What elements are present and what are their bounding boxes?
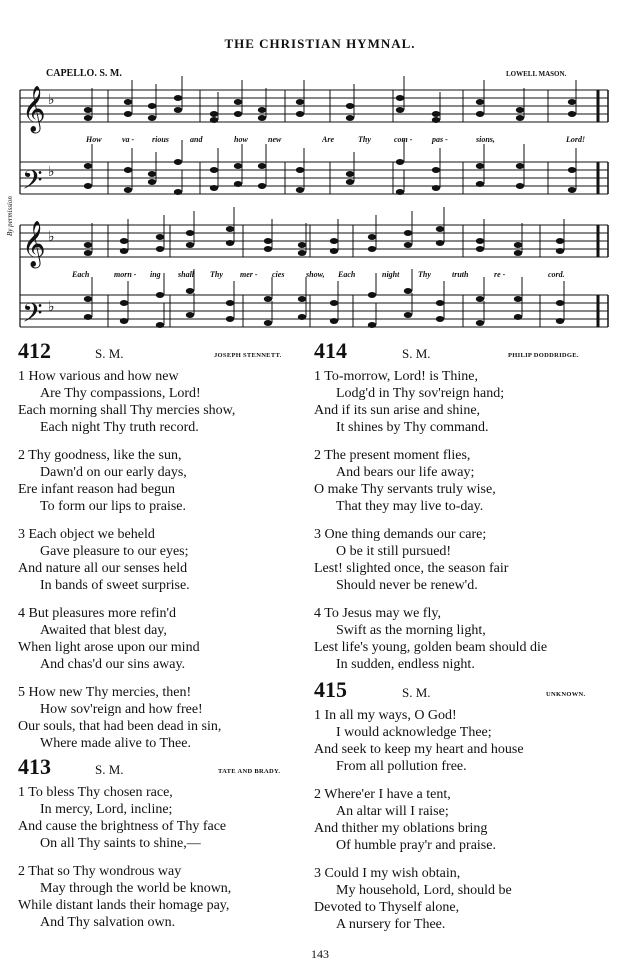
note-head xyxy=(258,107,266,113)
note-head xyxy=(346,103,354,109)
note-head xyxy=(186,312,194,318)
note-head xyxy=(514,314,522,320)
note-head xyxy=(436,316,444,322)
note-head xyxy=(516,163,524,169)
stanza-line: A nursery for Thee. xyxy=(336,917,446,932)
stanza-line: In bands of sweet surprise. xyxy=(40,578,190,593)
note-head xyxy=(432,167,440,173)
stanza-line: O be it still pursued! xyxy=(336,544,452,559)
note-head xyxy=(174,107,182,113)
tune-composer: LOWELL MASON. xyxy=(506,70,567,78)
lyric-syllable: ing xyxy=(150,270,161,279)
hymn-author: JOSEPH STENNETT. xyxy=(214,352,282,359)
note-head xyxy=(226,240,234,246)
note-head xyxy=(514,242,522,248)
stanza xyxy=(18,368,235,436)
music-score xyxy=(0,0,640,340)
note-head xyxy=(568,99,576,105)
note-head xyxy=(368,246,376,252)
stanza-line: 2 That so Thy wondrous way xyxy=(18,864,182,879)
note-head xyxy=(264,246,272,252)
note-head xyxy=(84,115,92,121)
lyric-syllable: re - xyxy=(494,270,506,279)
stanza-line: My household, Lord, should be xyxy=(336,883,512,898)
stanza-line: And bears our life away; xyxy=(336,465,475,480)
stanza-line: Each morning shall Thy mercies show, xyxy=(18,403,236,418)
note-head xyxy=(210,111,218,117)
clef-icon: 𝄞 xyxy=(22,86,46,132)
note-head xyxy=(186,230,194,236)
note-head xyxy=(568,167,576,173)
note-head xyxy=(330,318,338,324)
stanza-line: 4 To Jesus may we fly, xyxy=(314,606,441,621)
lyric-syllable: cord. xyxy=(548,270,565,279)
note-head xyxy=(84,107,92,113)
note-head xyxy=(84,296,92,302)
stanza-line: 3 Could I my wish obtain, xyxy=(314,866,461,881)
lyric-syllable: Each xyxy=(72,270,90,279)
note-head xyxy=(124,111,132,117)
lyric-syllable: Each xyxy=(338,270,356,279)
note-head xyxy=(234,99,242,105)
stanza-line: 3 One thing demands our care; xyxy=(314,527,487,542)
stanza-line: Each night Thy truth record. xyxy=(40,420,199,435)
stanza-line: Lest life's young, golden beam should die xyxy=(314,640,548,655)
note-head xyxy=(476,99,484,105)
clef-icon: 𝄢 xyxy=(22,297,43,335)
note-head xyxy=(556,300,564,306)
note-head xyxy=(258,183,266,189)
note-head xyxy=(396,95,404,101)
note-head xyxy=(556,248,564,254)
stanza xyxy=(18,684,221,752)
note-head xyxy=(436,226,444,232)
note-head xyxy=(368,234,376,240)
stanza-line: 5 How new Thy mercies, then! xyxy=(18,685,192,700)
note-head xyxy=(296,111,304,117)
note-head xyxy=(298,296,306,302)
clef-icon: 𝄢 xyxy=(22,164,43,202)
stanza-line: Where made alive to Thee. xyxy=(40,736,191,751)
stanza-line: Lest! slighted once, the season fair xyxy=(314,561,509,576)
stanza-line: When light arose upon our mind xyxy=(18,640,200,655)
lyric-syllable: morn - xyxy=(114,270,137,279)
stanza-line: And if its sun arise and shine, xyxy=(314,403,481,418)
note-head xyxy=(330,238,338,244)
hymn-number: 415 xyxy=(314,677,347,702)
hymn-author: PHILIP DODDRIDGE. xyxy=(508,352,579,359)
note-head xyxy=(432,117,440,123)
note-head xyxy=(148,179,156,185)
note-head xyxy=(436,300,444,306)
note-head xyxy=(476,181,484,187)
stanza-line: May through the world be known, xyxy=(40,881,232,896)
hymn-number: 413 xyxy=(18,754,51,779)
lyric-syllable: rious xyxy=(152,135,169,144)
lyric-syllable: Are xyxy=(322,135,334,144)
hymn-meter: S. M. xyxy=(402,685,431,700)
note-head xyxy=(432,185,440,191)
stanza-line: In mercy, Lord, incline; xyxy=(40,802,173,817)
stanza-line: An altar will I raise; xyxy=(336,804,449,819)
note-head xyxy=(258,163,266,169)
stanza-line: Are Thy compassions, Lord! xyxy=(40,386,201,401)
lyric-syllable: and xyxy=(190,135,203,144)
note-head xyxy=(568,111,576,117)
stanza xyxy=(314,605,547,673)
lyric-syllable: Lord! xyxy=(566,135,586,144)
lyric-syllable: shall xyxy=(178,270,195,279)
stanza-line: 3 Each object we beheld xyxy=(18,527,155,542)
note-head xyxy=(210,117,218,123)
note-head xyxy=(298,242,306,248)
note-head xyxy=(476,246,484,252)
note-head xyxy=(124,99,132,105)
stanza-line: Swift as the morning light, xyxy=(336,623,486,638)
note-head xyxy=(174,159,182,165)
note-head xyxy=(476,238,484,244)
note-head xyxy=(258,115,266,121)
stanza-line: 4 But pleasures more refin'd xyxy=(18,606,177,621)
clef-icon: ♭ xyxy=(48,299,55,315)
stanza-line: In sudden, endless night. xyxy=(336,657,475,672)
note-head xyxy=(120,238,128,244)
note-head xyxy=(156,292,164,298)
hymn-meter: S. M. xyxy=(402,346,431,361)
stanza xyxy=(314,707,524,775)
stanza-line: 1 To bless Thy chosen race, xyxy=(18,785,173,800)
note-head xyxy=(516,115,524,121)
note-head xyxy=(516,183,524,189)
note-head xyxy=(156,234,164,240)
note-head xyxy=(234,181,242,187)
stanza xyxy=(314,368,504,436)
stanza xyxy=(18,526,190,594)
stanza-line: 1 How various and how new xyxy=(18,369,179,384)
note-head xyxy=(226,300,234,306)
clef-icon: ♭ xyxy=(48,229,55,245)
hymn-number: 412 xyxy=(18,338,51,363)
note-head xyxy=(84,250,92,256)
stanza-line: Our souls, that had been dead in sin, xyxy=(18,719,222,734)
hymn-meter: S. M. xyxy=(95,346,124,361)
lyric-syllable: com - xyxy=(394,135,413,144)
stanza-line: On all Thy saints to shine,— xyxy=(40,836,201,851)
hymn-number: 414 xyxy=(314,338,347,363)
stanza-line: And chas'd our sins away. xyxy=(40,657,186,672)
note-head xyxy=(404,312,412,318)
note-head xyxy=(298,314,306,320)
lyric-syllable: new xyxy=(268,135,282,144)
stanza-line: While distant lands their homage pay, xyxy=(18,898,230,913)
note-head xyxy=(346,179,354,185)
stanza-line: That they may live to-day. xyxy=(336,499,484,514)
note-head xyxy=(432,111,440,117)
stanza-line: And nature all our senses held xyxy=(18,561,188,576)
stanza xyxy=(314,447,496,515)
note-head xyxy=(296,99,304,105)
note-head xyxy=(476,163,484,169)
hymn-author: TATE AND BRADY. xyxy=(218,768,281,775)
lyric-syllable: night xyxy=(382,270,400,279)
permission-note: By permission xyxy=(6,196,14,236)
note-head xyxy=(396,107,404,113)
hymn-meter: S. M. xyxy=(95,762,124,777)
note-head xyxy=(568,187,576,193)
note-head xyxy=(368,322,376,328)
lyric-syllable: va - xyxy=(122,135,135,144)
note-head xyxy=(264,238,272,244)
stanza-line: O make Thy servants truly wise, xyxy=(314,482,496,497)
note-head xyxy=(556,238,564,244)
lyric-syllable: sions, xyxy=(476,135,495,144)
note-head xyxy=(404,242,412,248)
lyric-syllable: how xyxy=(234,135,248,144)
note-head xyxy=(226,316,234,322)
note-head xyxy=(404,230,412,236)
note-head xyxy=(148,103,156,109)
note-head xyxy=(514,250,522,256)
note-head xyxy=(298,250,306,256)
stanza-line: Gave pleasure to our eyes; xyxy=(40,544,189,559)
stanza-line: Of humble pray'r and praise. xyxy=(336,838,496,853)
stanza-line: Devoted to Thyself alone, xyxy=(314,900,460,915)
clef-icon: ♭ xyxy=(48,164,55,180)
stanza-line: How sov'reign and how free! xyxy=(40,702,203,717)
tune-name: CAPELLO. S. M. xyxy=(46,68,122,79)
note-head xyxy=(156,322,164,328)
clef-icon: ♭ xyxy=(48,92,55,108)
running-header: THE CHRISTIAN HYMNAL. xyxy=(224,36,416,51)
note-head xyxy=(84,314,92,320)
lyric-syllable: Thy xyxy=(418,270,431,279)
lyric-syllable: mer - xyxy=(240,270,258,279)
note-head xyxy=(210,185,218,191)
note-head xyxy=(264,296,272,302)
note-head xyxy=(84,242,92,248)
stanza xyxy=(18,605,200,673)
note-head xyxy=(148,115,156,121)
note-head xyxy=(186,242,194,248)
stanza-line: Awaited that blest day, xyxy=(40,623,167,638)
stanza xyxy=(314,865,512,933)
note-head xyxy=(396,189,404,195)
note-head xyxy=(124,187,132,193)
stanza-line: 1 To-morrow, Lord! is Thine, xyxy=(314,369,479,384)
stanza-line: From all pollution free. xyxy=(336,759,467,774)
note-head xyxy=(330,248,338,254)
note-head xyxy=(514,296,522,302)
note-head xyxy=(330,300,338,306)
note-head xyxy=(346,115,354,121)
note-head xyxy=(210,167,218,173)
stanza-line: Ere infant reason had begun xyxy=(18,482,176,497)
note-head xyxy=(368,292,376,298)
note-head xyxy=(436,240,444,246)
note-head xyxy=(296,167,304,173)
stanza-line: I would acknowledge Thee; xyxy=(336,725,492,740)
note-head xyxy=(234,163,242,169)
stanza-line: 2 Where'er I have a tent, xyxy=(314,787,451,802)
note-head xyxy=(174,189,182,195)
stanza-line: Dawn'd on our early days, xyxy=(40,465,187,480)
note-head xyxy=(226,226,234,232)
note-head xyxy=(156,246,164,252)
note-head xyxy=(476,320,484,326)
note-head xyxy=(516,107,524,113)
note-head xyxy=(234,111,242,117)
note-head xyxy=(264,320,272,326)
stanza-line: And thither my oblations bring xyxy=(314,821,488,836)
note-head xyxy=(84,183,92,189)
note-head xyxy=(148,171,156,177)
note-head xyxy=(296,187,304,193)
note-head xyxy=(120,248,128,254)
note-head xyxy=(476,296,484,302)
page-number: 143 xyxy=(311,947,329,961)
lyric-syllable: truth xyxy=(452,270,469,279)
lyric-syllable: Thy xyxy=(210,270,223,279)
stanza xyxy=(314,526,508,594)
note-head xyxy=(174,95,182,101)
note-head xyxy=(556,318,564,324)
stanza-line: It shines by Thy command. xyxy=(336,420,489,435)
lyric-syllable: How xyxy=(86,135,102,144)
note-head xyxy=(120,300,128,306)
stanza xyxy=(18,863,231,931)
stanza-line: 2 Thy goodness, like the sun, xyxy=(18,448,182,463)
stanza xyxy=(314,786,496,854)
clef-icon: 𝄞 xyxy=(22,221,46,267)
lyric-syllable: cies xyxy=(272,270,285,279)
stanza-line: And cause the brightness of Thy face xyxy=(18,819,227,834)
hymn-author: UNKNOWN. xyxy=(546,691,586,698)
note-head xyxy=(120,318,128,324)
lyric-syllable: show, xyxy=(306,270,325,279)
stanza xyxy=(18,447,187,515)
stanza-line: Lodg'd in Thy sov'reign hand; xyxy=(336,386,505,401)
note-head xyxy=(346,171,354,177)
stanza-line: And Thy salvation own. xyxy=(40,915,176,930)
stanza-line: 1 In all my ways, O God! xyxy=(314,708,457,723)
lyric-syllable: Thy xyxy=(358,135,371,144)
stanza-line: Should never be renew'd. xyxy=(336,578,478,593)
stanza-line: And seek to keep my heart and house xyxy=(314,742,524,757)
note-head xyxy=(404,288,412,294)
note-head xyxy=(124,167,132,173)
note-head xyxy=(396,159,404,165)
stanza-line: 2 The present moment flies, xyxy=(314,448,471,463)
note-head xyxy=(84,163,92,169)
note-head xyxy=(476,111,484,117)
stanza-line: To form our lips to praise. xyxy=(40,499,186,514)
note-head xyxy=(186,288,194,294)
lyric-syllable: pas - xyxy=(432,135,448,144)
stanza xyxy=(18,784,226,852)
